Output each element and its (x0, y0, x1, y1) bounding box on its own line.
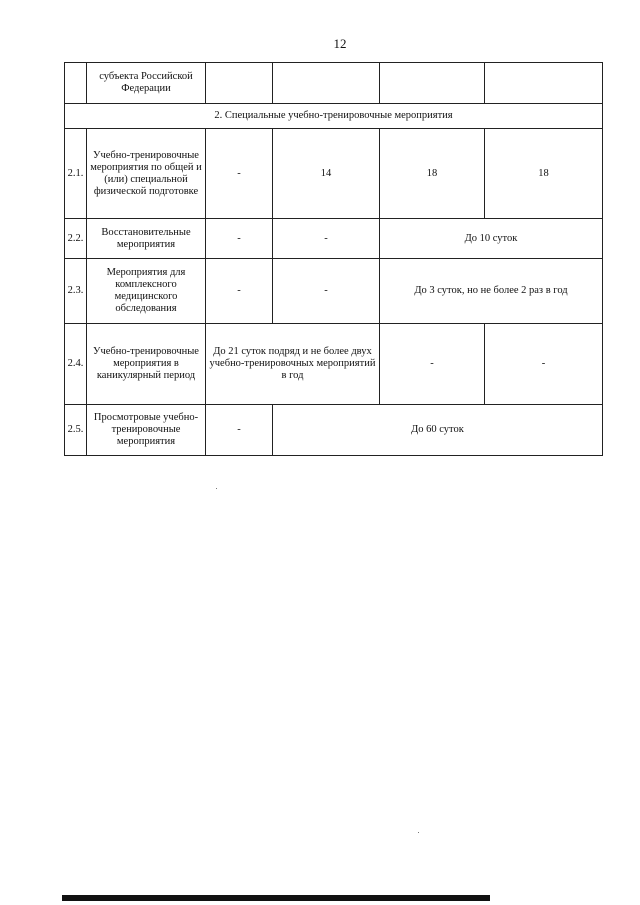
table-row (65, 219, 603, 259)
event-name-cell: Мероприятия для комплексного медицинского обследования (87, 259, 206, 324)
value-cell: - (380, 324, 485, 405)
event-name-cell: субъекта Российской Федерации (87, 63, 206, 104)
merged-value-cell: До 21 суток подряд и не более двух учебно-тренировочных мероприятий в год (206, 324, 380, 405)
value-cell: 14 (273, 129, 380, 219)
value-cell (380, 63, 485, 104)
row-number-cell: 2.5. (65, 405, 87, 456)
merged-value-cell: До 10 суток (380, 219, 603, 259)
value-cell: - (206, 259, 273, 324)
value-cell: - (273, 219, 380, 259)
row-number-cell (65, 63, 87, 104)
event-name-cell: Просмотровые учебно-тренировочные мероприятия (87, 405, 206, 456)
section-header-row (65, 104, 603, 129)
table-row (65, 405, 603, 456)
row-number-cell: 2.4. (65, 324, 87, 405)
value-cell: - (206, 129, 273, 219)
bottom-scan-border (62, 895, 490, 901)
value-cell: - (206, 219, 273, 259)
page-number: 12 (333, 36, 347, 51)
scan-speck (216, 488, 217, 489)
training-events-table (64, 62, 603, 456)
table-row (65, 324, 603, 405)
value-cell (485, 63, 603, 104)
table-row (65, 259, 603, 324)
merged-value-cell: До 60 суток (273, 405, 603, 456)
value-cell (273, 63, 380, 104)
section-title: 2. Специальные учебно-тренировочные мероприятия (65, 104, 603, 129)
value-cell: - (273, 259, 380, 324)
row-number-cell: 2.1. (65, 129, 87, 219)
merged-value-cell: До 3 суток, но не более 2 раз в год (380, 259, 603, 324)
table-row (65, 129, 603, 219)
table-row (65, 63, 603, 104)
event-name-cell: Учебно-тренировочные мероприятия по общей и (или) специальной физической подготовке (87, 129, 206, 219)
scan-speck (418, 832, 419, 833)
value-cell: - (206, 405, 273, 456)
value-cell: 18 (485, 129, 603, 219)
event-name-cell: Восстановительные мероприятия (87, 219, 206, 259)
row-number-cell: 2.2. (65, 219, 87, 259)
value-cell (206, 63, 273, 104)
value-cell: 18 (380, 129, 485, 219)
event-name-cell: Учебно-тренировочные мероприятия в каникулярный период (87, 324, 206, 405)
value-cell: - (485, 324, 603, 405)
row-number-cell: 2.3. (65, 259, 87, 324)
